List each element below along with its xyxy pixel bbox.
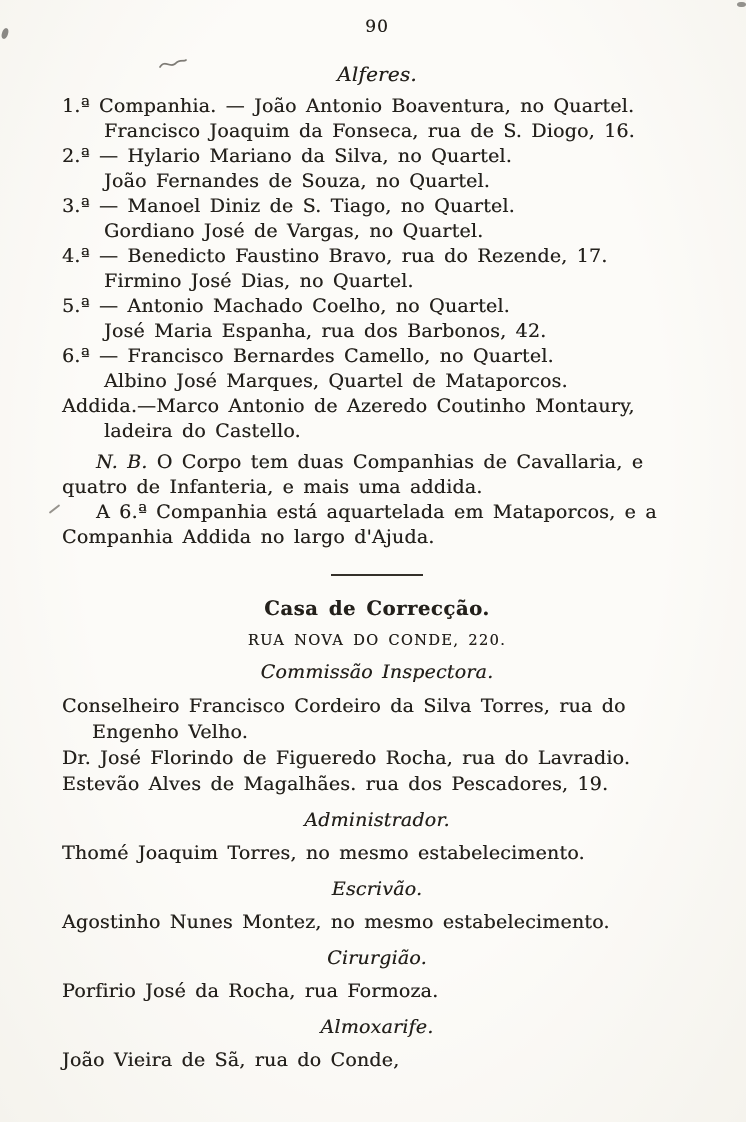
- page-number: 90: [365, 17, 389, 37]
- entry-line-2: João Fernandes de Souza, no Quartel.: [104, 170, 491, 192]
- alferes-entry: [62, 194, 692, 244]
- commissao-members: [62, 693, 692, 797]
- nota-bene-block: [62, 450, 692, 550]
- entry-line-1: 1.ª Companhia. — João Antonio Boaventura, no Quartel.: [62, 95, 635, 117]
- entry-line-1: 2.ª — Hylario Mariano da Silva, no Quartel.: [62, 145, 512, 167]
- alferes-entry: [62, 294, 692, 344]
- entry-line-1: 3.ª — Manoel Diniz de S. Tiago, no Quartel.: [62, 195, 515, 217]
- alferes-entry: [62, 144, 692, 194]
- alferes-entry: [62, 94, 692, 144]
- alferes-list: [62, 94, 692, 444]
- nota-text: O Corpo tem duas Companhias de Cavallaria, e: [156, 451, 644, 473]
- member-entry: [62, 693, 692, 745]
- alferes-entry: [62, 344, 692, 394]
- scan-artifact-mark: [49, 504, 60, 514]
- role-person: Agostinho Nunes Montez, no mesmo estabelecimento.: [62, 911, 610, 933]
- entry-line-2: Gordiano José de Vargas, no Quartel.: [104, 220, 484, 242]
- scan-speck-top-right: [737, 2, 746, 7]
- nota-label: N. B.: [96, 451, 148, 473]
- nota-line: A 6.ª Companhia está aquartelada em Mataporcos, e a: [96, 501, 657, 523]
- entry-line-2: Francisco Joaquim da Fonseca, rua de S. Diogo, 16.: [104, 120, 635, 142]
- role-person: Porfirio José da Rocha, rua Formoza.: [62, 980, 439, 1002]
- section-divider: [331, 574, 423, 576]
- casa-address: RUA NOVA DO CONDE, 220.: [247, 633, 507, 649]
- role-person: João Vieira de Sã, rua do Conde,: [62, 1049, 400, 1071]
- role-title-administrador: Administrador.: [304, 809, 450, 831]
- casa-roles: [62, 807, 692, 1073]
- entry-line-1: 5.ª — Antonio Machado Coelho, no Quartel.: [62, 295, 510, 317]
- role-person: Thomé Joaquim Torres, no mesmo estabelecimento.: [62, 842, 585, 864]
- entry-line-2: Firmino José Dias, no Quartel.: [104, 270, 414, 292]
- entry-line-1: 4.ª — Benedicto Faustino Bravo, rua do Rezende, 17.: [62, 245, 608, 267]
- nota-line: Companhia Addida no largo d'Ajuda.: [62, 526, 435, 548]
- alferes-entry: [62, 244, 692, 294]
- entry-line-2: ladeira do Castello.: [104, 420, 301, 442]
- role-title-escrivao: Escrivão.: [331, 878, 423, 900]
- ink-flourish-mark: [158, 56, 188, 72]
- member-line-2: Engenho Velho.: [92, 721, 248, 743]
- alferes-entry-addida: [62, 394, 692, 444]
- casa-heading: Casa de Correcção.: [264, 597, 490, 620]
- entry-line-1: Addida.—Marco Antonio de Azeredo Coutinho Montaury,: [62, 395, 635, 417]
- member-line-1: Conselheiro Francisco Cordeiro da Silva Torres, rua do: [62, 695, 626, 717]
- entry-line-2: José Maria Espanha, rua dos Barbonos, 42.: [104, 320, 547, 342]
- scan-speck-top-left: [0, 27, 9, 39]
- entry-line-2: Albino José Marques, Quartel de Mataporcos.: [104, 370, 568, 392]
- nota-line: quatro de Infanteria, e mais uma addida.: [62, 476, 483, 498]
- role-title-almoxarife: Almoxarife.: [320, 1016, 434, 1038]
- role-title-cirurgiao: Cirurgião.: [327, 947, 427, 969]
- section-title-alferes: Alferes.: [337, 62, 417, 86]
- member-entry: Dr. José Florindo de Figueredo Rocha, rua do Lavradio.: [62, 747, 631, 769]
- commissao-title: Commissão Inspectora.: [260, 661, 494, 683]
- member-entry: Estevão Alves de Magalhães. rua dos Pescadores, 19.: [62, 773, 609, 795]
- nota-line: [62, 450, 692, 475]
- entry-line-1: 6.ª — Francisco Bernardes Camello, no Quartel.: [62, 345, 554, 367]
